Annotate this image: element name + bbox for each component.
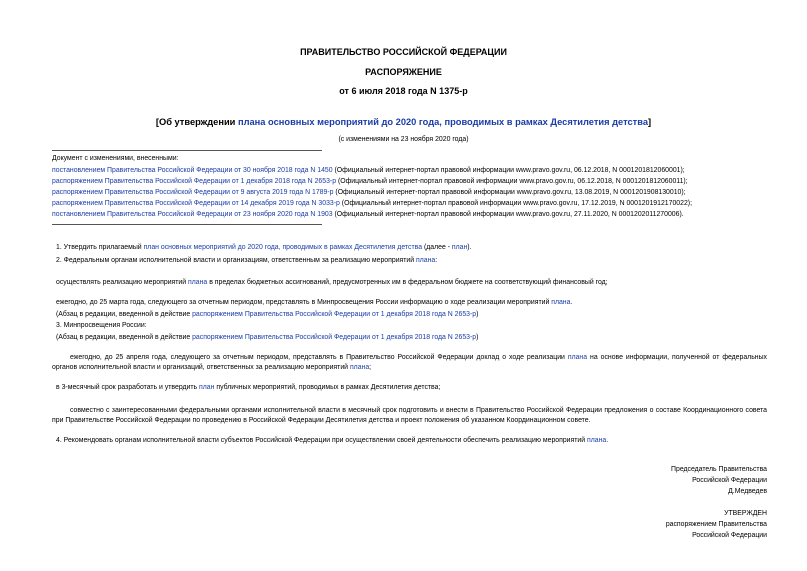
amendment-source: (Официальный интернет-портал правовой информации www.pravo.gov.ru, 06.12.2018, N 0001201812060001); [332,167,685,174]
paragraph-1: 1. Утвердить прилагаемый план основных мероприятий до 2020 года, проводимых в рамках Десятилетия детства (далее - план). [56,244,472,251]
amendment-link[interactable]: распоряжением Правительства Российской Федерации от 9 августа 2019 года N 1789-р [52,189,334,196]
paragraph-6: ежегодно, до 25 апреля года, следующего за отчетным периодом, представлять в Правительство Российской Федерации доклад о ходе реализации плана на основе информации, полученной от федеральных органов исполнительной власти и организаций, ответственных за реализацию мероприятий плана; [52,354,767,371]
edition-note: (Абзац в редакции, введенной в действие распоряжением Правительства Российской Федерации от 1 декабря 2018 года N 2653-р) [56,334,479,341]
amendments-intro: Документ с изменениями, внесенными: [52,155,179,162]
approved-label: УТВЕРЖДЕН [724,510,767,517]
signatory-country: Российской Федерации [692,477,767,484]
paragraph-9: 4. Рекомендовать органам исполнительной власти субъектов Российской Федерации при осуществлении своей деятельности обеспечить реализацию мероприятий плана. [56,437,609,444]
amendment-link[interactable]: постановлением Правительства Российской Федерации от 23 ноября 2020 года N 1903 [52,211,333,218]
amendment-item [52,178,688,185]
changes-note: (с изменениями на 23 ноября 2020 года) [338,136,469,143]
paragraph-2: 2. Федеральным органам исполнительной власти и организациям, ответственным за реализацию мероприятий плана: [56,257,438,264]
paragraph-3: осуществлять реализацию мероприятий плана в пределах бюджетных ассигнований, предусмотренных им в федеральном бюджете на соответствующий финансовый год; [56,279,608,286]
plan-link[interactable]: план основных мероприятий до 2020 года, проводимых в рамках Десятилетия детства [143,244,423,251]
plan-link[interactable]: плана [188,279,208,286]
plan-link[interactable]: плана [551,299,571,306]
approval-block [666,508,767,541]
paragraph-8: совместно с заинтересованными федеральными органами исполнительной власти в месячный срок подготовить и внести в Правительство Российской Федерации предложения о составе Координационного совета при Правительстве Российской Федерации по проведению в Российской Федерации Десятилетия детства и проект положения об указанном Координационном совете. [52,407,767,424]
amendment-item [52,189,686,196]
amendment-source: (Официальный интернет-портал правовой информации www.pravo.gov.ru, 13.08.2019, N 0001201908130010); [333,189,686,196]
paragraph-7: в 3-месячный срок разработать и утвердить план публичных мероприятий, проводимых в рамках Десятилетия детства; [56,384,441,391]
amendments-top-rule [52,150,322,151]
plan-link[interactable]: плана [587,437,607,444]
amendment-link[interactable]: постановлением Правительства Российской Федерации от 30 ноября 2018 года N 1450 [52,167,333,174]
edition-link[interactable]: распоряжением Правительства Российской Федерации от 1 декабря 2018 года N 2653-р [192,334,477,341]
edition-note: (Абзац в редакции, введенной в действие распоряжением Правительства Российской Федерации от 1 декабря 2018 года N 2653-р) [56,311,479,318]
title-bracket-open: [Об утверждении [155,117,238,127]
plan-link[interactable]: плана [349,364,370,371]
signatory-name: Д.Медведев [728,488,767,495]
amendment-source: (Официальный интернет-портал правовой информации www.pravo.gov.ru, 27.11.2020, N 0001202011270006). [332,211,684,218]
amendment-link[interactable]: распоряжением Правительства Российской Федерации от 14 декабря 2019 года N 3033-р [52,200,340,207]
amendment-item [52,200,692,207]
signatory-title: Председатель Правительства [671,466,767,473]
amendment-source: (Официальный интернет-портал правовой информации www.pravo.gov.ru, 17.12.2019, N 0001201912170022); [339,200,692,207]
amendment-item [52,211,684,218]
title-plan-link[interactable]: плана основных мероприятий до 2020 года, проводимых в рамках Десятилетия детства [237,117,649,127]
amendment-item [52,167,685,174]
plan-link[interactable]: план [451,244,468,251]
title-bracket-close: ] [648,117,652,127]
amendments-bottom-rule [52,224,322,225]
document-date-number: от 6 июля 2018 года N 1375-р [339,86,468,96]
amendment-source: (Официальный интернет-портал правовой информации www.pravo.gov.ru, 06.12.2018, N 0001201812060011); [336,178,688,185]
approved-by: распоряжением Правительства [665,521,767,528]
edition-link[interactable]: распоряжением Правительства Российской Федерации от 1 декабря 2018 года N 2653-р [192,311,477,318]
government-heading: ПРАВИТЕЛЬСТВО РОССИЙСКОЙ ФЕДЕРАЦИИ [300,47,507,57]
approved-country: Российской Федерации [692,532,767,539]
signature-block [671,464,767,497]
document-type: РАСПОРЯЖЕНИЕ [365,67,442,77]
amendment-link[interactable]: распоряжением Правительства Российской Федерации от 1 декабря 2018 года N 2653-р [52,178,337,185]
plan-link[interactable]: план [199,384,215,391]
plan-link[interactable]: плана [567,354,588,361]
plan-link[interactable]: плана [416,257,436,264]
paragraph-4: ежегодно, до 25 марта года, следующего за отчетным периодом, представлять в Минпросвещения России информацию о ходе реализации мероприятий плана. [56,299,573,306]
document-title [0,117,807,127]
paragraph-5: 3. Минпросвещения России: [56,322,147,329]
